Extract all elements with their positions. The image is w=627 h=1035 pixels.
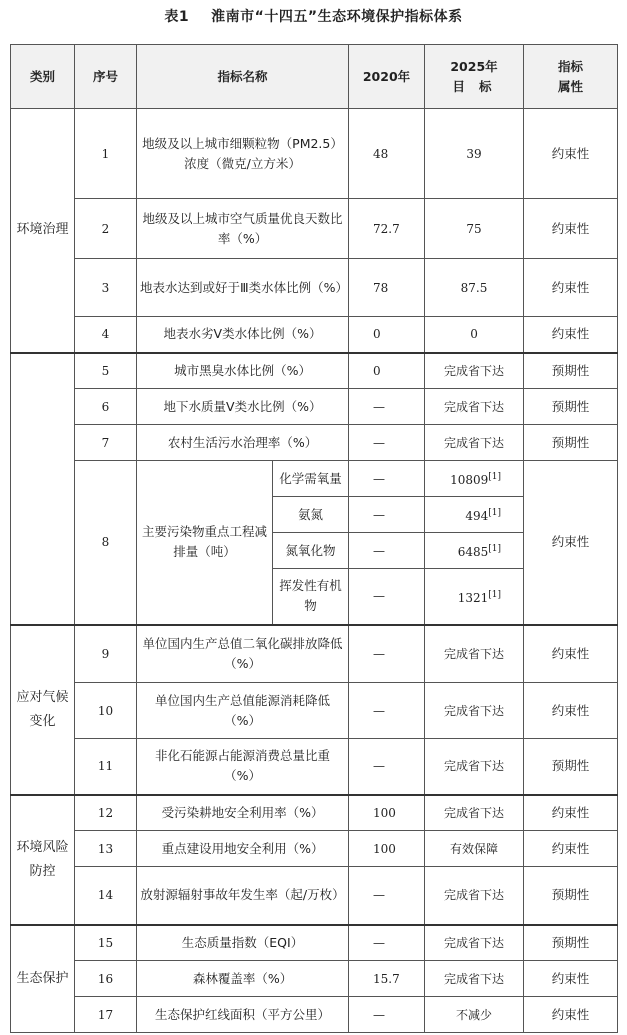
row-attr: 预期性 — [524, 867, 618, 925]
table-row — [11, 259, 618, 317]
header-seq: 序号 — [75, 45, 137, 109]
row-name: 单位国内生产总值能源消耗降低（%） — [137, 683, 349, 739]
table-row — [11, 795, 618, 831]
table-row — [11, 199, 618, 259]
row-no: 17 — [75, 997, 137, 1033]
row-2020: 72.7 — [349, 199, 425, 259]
table-number: 表1 — [164, 9, 190, 25]
category-risk: 环境风险防控 — [11, 795, 75, 925]
row-no: 6 — [75, 389, 137, 425]
row-2020: 100 — [349, 831, 425, 867]
sub-2025: 10809[1] — [425, 461, 524, 497]
row-name: 地下水质量Ⅴ类水比例（%） — [137, 389, 349, 425]
header-2025 — [425, 45, 524, 109]
header-row — [11, 45, 618, 109]
category-env: 环境治理 — [11, 109, 75, 353]
row-no: 5 — [75, 353, 137, 389]
row-2025: 不减少 — [425, 997, 524, 1033]
indicator-table — [10, 44, 618, 1033]
row-attr: 约束性 — [524, 997, 618, 1033]
footnote-ref: [1] — [488, 472, 502, 482]
table-row — [11, 353, 618, 389]
table-row — [11, 109, 618, 199]
table-row — [11, 925, 618, 961]
sub-2020: — — [349, 497, 425, 533]
row-attr: 约束性 — [524, 199, 618, 259]
row-2025: 0 — [425, 317, 524, 353]
row-no: 15 — [75, 925, 137, 961]
table-row — [11, 683, 618, 739]
row-name: 地表水达到或好于Ⅲ类水体比例（%） — [137, 259, 349, 317]
table-row — [11, 625, 618, 683]
table-title-text: 淮南市“十四五”生态环境保护指标体系 — [211, 9, 463, 25]
row-2025: 完成省下达 — [425, 683, 524, 739]
table-row — [11, 739, 618, 795]
row-name: 生态质量指数（EQI） — [137, 925, 349, 961]
row-2020: 0 — [349, 353, 425, 389]
row-no: 4 — [75, 317, 137, 353]
sub-name: 化学需氧量 — [273, 461, 349, 497]
table-row — [11, 461, 618, 497]
row-2020: 78 — [349, 259, 425, 317]
row-name: 地表水劣Ⅴ类水体比例（%） — [137, 317, 349, 353]
row-2025: 87.5 — [425, 259, 524, 317]
row-2025: 完成省下达 — [425, 353, 524, 389]
row-2025: 完成省下达 — [425, 625, 524, 683]
category-climate: 应对气候变化 — [11, 625, 75, 795]
row-2020: 48 — [349, 109, 425, 199]
row-name: 重点建设用地安全利用（%） — [137, 831, 349, 867]
sub-2025: 1321[1] — [425, 569, 524, 625]
row-2020: — — [349, 925, 425, 961]
sub-2020: — — [349, 461, 425, 497]
row-no: 13 — [75, 831, 137, 867]
sub-name: 挥发性有机物 — [273, 569, 349, 625]
sub-2020: — — [349, 569, 425, 625]
footnote-ref: [1] — [488, 508, 502, 518]
row-2025: 完成省下达 — [425, 925, 524, 961]
row-no: 9 — [75, 625, 137, 683]
row-name: 地级及以上城市细颗粒物（PM2.5）浓度（微克/立方米） — [137, 109, 349, 199]
row-attr: 约束性 — [524, 625, 618, 683]
row-2025: 完成省下达 — [425, 795, 524, 831]
table-row — [11, 317, 618, 353]
row-2020: 100 — [349, 795, 425, 831]
row-attr: 约束性 — [524, 795, 618, 831]
footnote-ref: [1] — [488, 544, 502, 554]
category-blank — [11, 353, 75, 625]
row-attr: 预期性 — [524, 739, 618, 795]
header-2020: 2020年 — [349, 45, 425, 109]
row-2025: 75 — [425, 199, 524, 259]
row-name: 生态保护红线面积（平方公里） — [137, 997, 349, 1033]
row-2025: 完成省下达 — [425, 739, 524, 795]
row-2020: — — [349, 997, 425, 1033]
row-no: 7 — [75, 425, 137, 461]
row-2020: — — [349, 389, 425, 425]
row-name: 城市黑臭水体比例（%） — [137, 353, 349, 389]
header-attr-line2: 属性 — [558, 78, 584, 94]
row-name: 受污染耕地安全利用率（%） — [137, 795, 349, 831]
table-row — [11, 867, 618, 925]
row-attr: 预期性 — [524, 353, 618, 389]
row-name: 地级及以上城市空气质量优良天数比率（%） — [137, 199, 349, 259]
row-name: 农村生活污水治理率（%） — [137, 425, 349, 461]
footnote-ref: [1] — [488, 589, 502, 600]
row-2025: 完成省下达 — [425, 389, 524, 425]
row-no: 3 — [75, 259, 137, 317]
row-no: 11 — [75, 739, 137, 795]
header-attr — [524, 45, 618, 109]
row-no: 8 — [75, 461, 137, 625]
table-row — [11, 997, 618, 1033]
sub-2025: 6485[1] — [425, 533, 524, 569]
table-row — [11, 961, 618, 997]
row-attr: 约束性 — [524, 317, 618, 353]
row-2025: 39 — [425, 109, 524, 199]
sub-name: 氨氮 — [273, 497, 349, 533]
row-attr: 约束性 — [524, 831, 618, 867]
row-2025: 完成省下达 — [425, 961, 524, 997]
sub-2025: 494[1] — [425, 497, 524, 533]
row-name: 单位国内生产总值二氧化碳排放降低（%） — [137, 625, 349, 683]
table-title — [0, 6, 627, 26]
header-2025-line2: 目标 — [452, 78, 506, 94]
sub-2020: — — [349, 533, 425, 569]
table-row — [11, 831, 618, 867]
header-category: 类别 — [11, 45, 75, 109]
row-name: 主要污染物重点工程减排量（吨） — [137, 461, 273, 625]
table-row — [11, 425, 618, 461]
row-attr: 约束性 — [524, 259, 618, 317]
row-attr: 预期性 — [524, 425, 618, 461]
row-name: 森林覆盖率（%） — [137, 961, 349, 997]
row-name: 放射源辐射事故年发生率（起/万枚） — [137, 867, 349, 925]
header-name: 指标名称 — [137, 45, 349, 109]
row-attr: 约束性 — [524, 961, 618, 997]
row-no: 14 — [75, 867, 137, 925]
row-attr: 预期性 — [524, 389, 618, 425]
row-no: 12 — [75, 795, 137, 831]
table-row — [11, 389, 618, 425]
category-eco: 生态保护 — [11, 925, 75, 1033]
sub-name: 氮氧化物 — [273, 533, 349, 569]
row-2025: 完成省下达 — [425, 425, 524, 461]
row-2020: — — [349, 739, 425, 795]
row-no: 10 — [75, 683, 137, 739]
row-name: 非化石能源占能源消费总量比重（%） — [137, 739, 349, 795]
row-2025: 完成省下达 — [425, 867, 524, 925]
row-2020: — — [349, 425, 425, 461]
row-attr: 约束性 — [524, 683, 618, 739]
header-attr-line1: 指标 — [558, 58, 584, 74]
row-attr: 约束性 — [524, 109, 618, 199]
row-no: 2 — [75, 199, 137, 259]
row-attr: 预期性 — [524, 925, 618, 961]
row-no: 1 — [75, 109, 137, 199]
row-attr: 约束性 — [524, 461, 618, 625]
row-2020: 0 — [349, 317, 425, 353]
row-no: 16 — [75, 961, 137, 997]
header-2025-line1: 2025年 — [450, 58, 498, 74]
row-2020: — — [349, 683, 425, 739]
row-2020: — — [349, 867, 425, 925]
row-2020: — — [349, 625, 425, 683]
row-2020: 15.7 — [349, 961, 425, 997]
row-2025: 有效保障 — [425, 831, 524, 867]
